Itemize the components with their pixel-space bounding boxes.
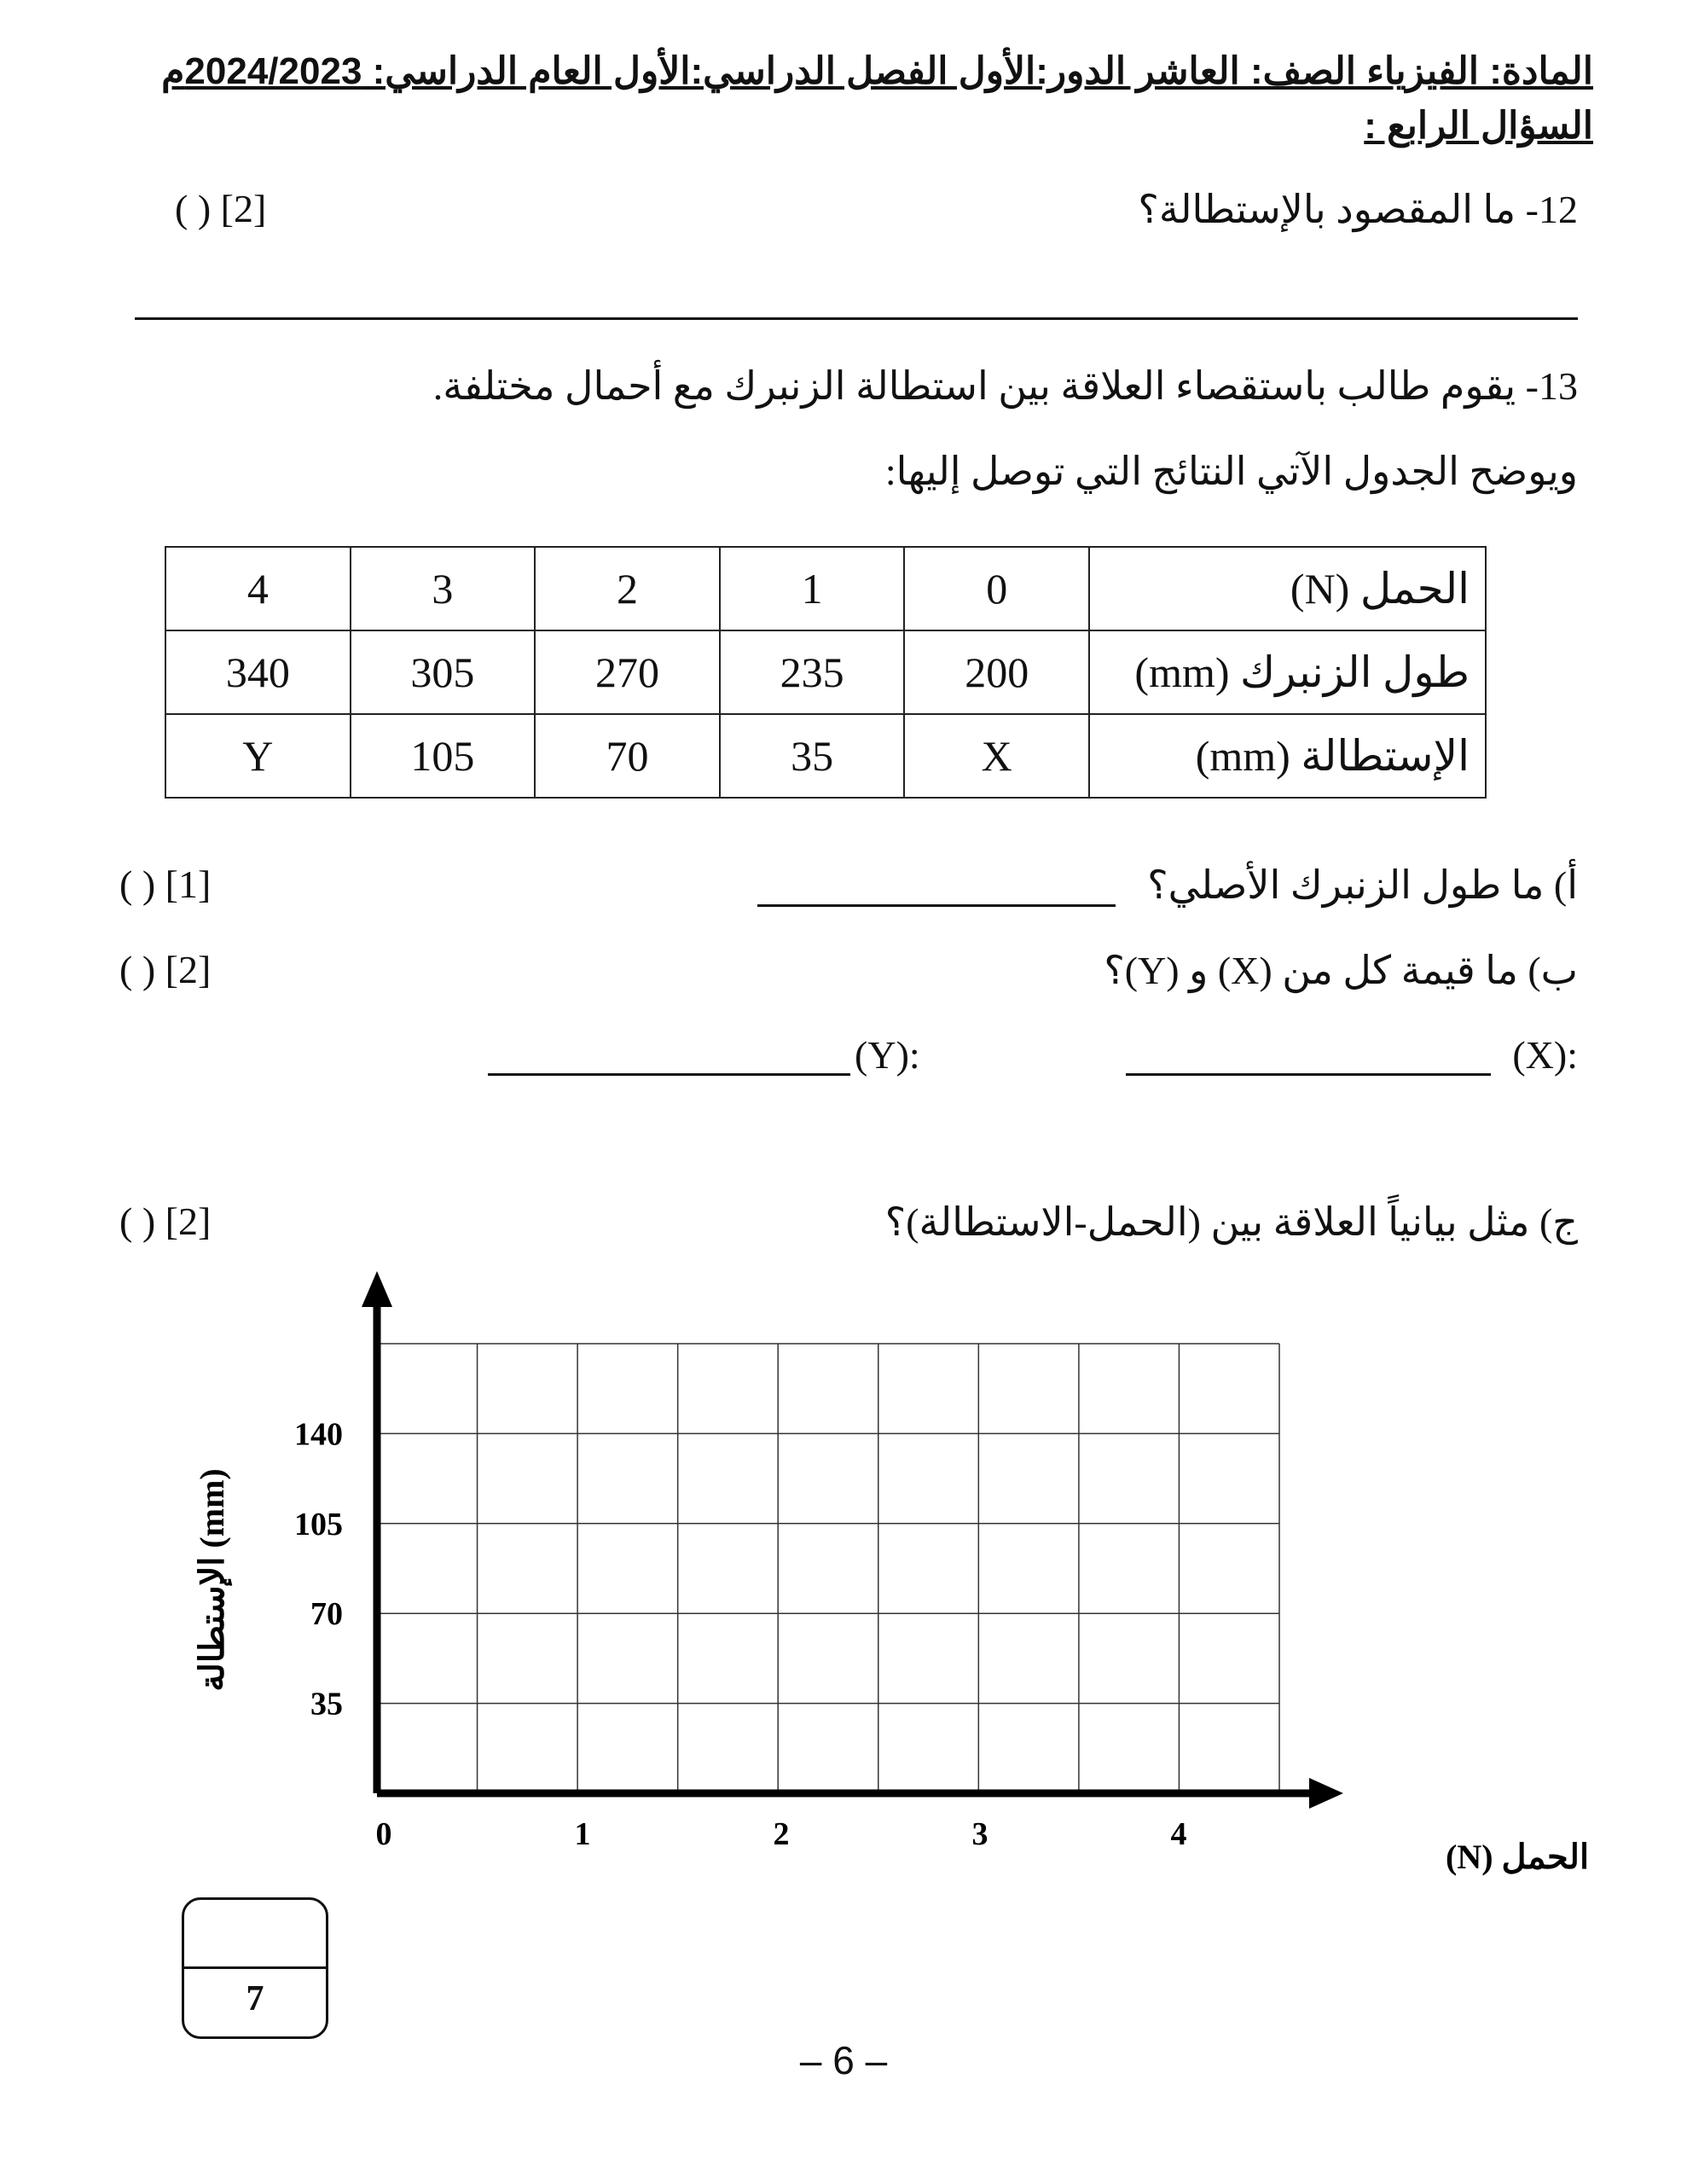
score-divider bbox=[184, 1966, 326, 1969]
y-tick-label: 35 bbox=[310, 1686, 343, 1722]
table-cell: 305 bbox=[351, 630, 536, 714]
x-axis-label: الحمل (N) bbox=[1446, 1838, 1590, 1876]
question-13: 13- يقوم طالب باستقصاء العلاقة بين استطالة الزنبرك مع أحمال مختلفة. bbox=[432, 364, 1578, 408]
answer-blank[interactable] bbox=[757, 904, 1116, 907]
part-c-marks: ( ) [2] bbox=[119, 1199, 212, 1243]
table-cell: 270 bbox=[535, 630, 720, 714]
table-cell: 105 bbox=[351, 714, 536, 798]
part-a-marks: ( ) [1] bbox=[119, 863, 212, 906]
graph-grid[interactable] bbox=[128, 1263, 1590, 1894]
exam-header: المادة: الفيزياء الصف: العاشر الدور:الأول الفصل الدراسي:الأول العام الدراسي: 2024/2023م bbox=[161, 50, 1593, 92]
table-cell: 235 bbox=[720, 630, 905, 714]
table-cell: 200 bbox=[904, 630, 1089, 714]
axes bbox=[362, 1271, 1343, 1809]
tick-labels bbox=[294, 1416, 1187, 1852]
table-cell: 35 bbox=[720, 714, 905, 798]
row-label: الحمل (N) bbox=[1089, 547, 1486, 630]
question-title: السؤال الرابع : bbox=[1364, 105, 1593, 147]
answer-line bbox=[135, 317, 1578, 320]
table-row bbox=[165, 630, 1486, 714]
y-tick-label: 105 bbox=[294, 1506, 343, 1542]
table-cell: 0 bbox=[904, 547, 1089, 630]
results-table bbox=[165, 546, 1487, 799]
table-row bbox=[165, 547, 1486, 630]
x-axis-arrow bbox=[1309, 1778, 1343, 1809]
table-cell: 4 bbox=[165, 547, 351, 630]
question-13-intro: ويوضح الجدول الآتي النتائج التي توصل إليها: bbox=[884, 450, 1578, 493]
table-cell: 2 bbox=[535, 547, 720, 630]
table-cell: X bbox=[904, 714, 1089, 798]
y-axis-label: الإستطالة (mm) bbox=[193, 1468, 231, 1692]
part-c-question: ج) مثل بيانياً العلاقة بين (الحمل-الاستطالة)؟ bbox=[884, 1200, 1578, 1244]
score-total: 7 bbox=[246, 1979, 264, 2018]
table-row bbox=[165, 714, 1486, 798]
q12-marks: ( ) [2] bbox=[175, 187, 267, 230]
y-tick-label: 70 bbox=[310, 1596, 343, 1633]
table-cell: 3 bbox=[351, 547, 536, 630]
y-answer-label: :(Y) bbox=[855, 1033, 920, 1077]
question-12: 12- ما المقصود بالإستطالة؟ bbox=[1138, 188, 1578, 231]
x-tick-label: 1 bbox=[574, 1816, 591, 1852]
table-cell: 70 bbox=[535, 714, 720, 798]
grid-lines bbox=[377, 1344, 1279, 1793]
part-b-marks: ( ) [2] bbox=[119, 948, 212, 991]
x-answer-label: :(X) bbox=[1512, 1033, 1578, 1077]
x-tick-label: 2 bbox=[773, 1816, 790, 1852]
part-a-question: أ) ما طول الزنبرك الأصلي؟ bbox=[1147, 863, 1578, 907]
row-label: طول الزنبرك (mm) bbox=[1089, 630, 1486, 714]
x-tick-label: 4 bbox=[1170, 1816, 1187, 1852]
x-answer-blank[interactable] bbox=[1126, 1073, 1491, 1076]
x-tick-label: 3 bbox=[971, 1816, 988, 1852]
y-answer-blank[interactable] bbox=[488, 1073, 850, 1076]
y-axis-arrow bbox=[362, 1271, 392, 1307]
y-tick-label: 140 bbox=[294, 1416, 343, 1453]
table-cell: Y bbox=[165, 714, 351, 798]
table-cell: 340 bbox=[165, 630, 351, 714]
x-tick-label: 0 bbox=[375, 1816, 392, 1852]
score-box bbox=[182, 1897, 328, 2039]
page-number: – 6 – bbox=[799, 2038, 888, 2082]
table-cell: 1 bbox=[720, 547, 905, 630]
row-label: الإستطالة (mm) bbox=[1089, 714, 1486, 798]
part-b-question: ب) ما قيمة كل من (X) و (Y)؟ bbox=[1104, 949, 1578, 992]
